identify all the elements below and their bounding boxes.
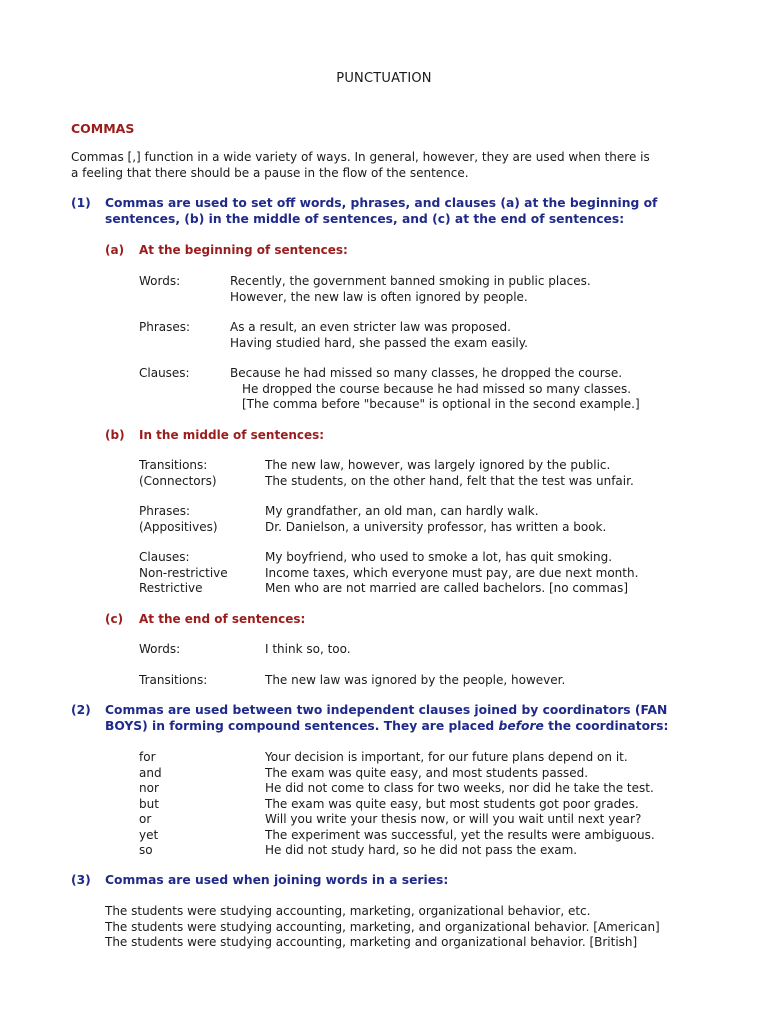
term-words: Words:: [139, 274, 181, 288]
coordinator-example: The experiment was successful, yet the results were ambiguous.: [265, 827, 655, 842]
example-line: Having studied hard, she passed the exam easily.: [230, 335, 528, 350]
example-line: Recently, the government banned smoking in public places.: [230, 274, 591, 288]
coordinator-example: Your decision is important, for our future plans depend on it.: [265, 750, 628, 764]
coordinator-word: and: [139, 765, 162, 780]
intro-line: a feeling that there should be a pause in the flow of the sentence.: [71, 165, 469, 180]
coordinator-example: Will you write your thesis now, or will you wait until next year?: [265, 812, 642, 826]
example-line: Because he had missed so many classes, he dropped the course.: [230, 366, 623, 380]
rule-2-line: Commas are used between two independent clauses joined by coordinators (FAN: [105, 703, 668, 717]
example-appositives: [265, 504, 606, 535]
page-title: PUNCTUATION: [336, 71, 432, 86]
sub-b-heading: In the middle of sentences:: [139, 428, 325, 442]
section-heading-commas: COMMAS: [71, 121, 135, 136]
term-transitions-end: Transitions:: [139, 673, 208, 687]
term-phrases: Phrases:: [139, 320, 191, 334]
example-note: [The comma before "because" is optional in the second example.]: [242, 397, 640, 411]
series-example: The students were studying accounting, marketing and organizational behavior. [British]: [105, 935, 638, 949]
coordinator-word: nor: [139, 781, 159, 795]
term-line: Transitions:: [139, 458, 208, 472]
example-words: [230, 274, 591, 305]
rule-3-number: (3): [71, 873, 91, 887]
example-line: The new law, however, was largely ignored by the public.: [265, 458, 611, 472]
coordinator-word: or: [139, 812, 152, 826]
coordinator-example: The exam was quite easy, and most students passed.: [265, 765, 589, 780]
example-clauses: [230, 366, 640, 413]
rule-2-text-pre: BOYS) in forming compound sentences. They are placed: [105, 718, 499, 733]
example-line: My grandfather, an old man, can hardly walk.: [265, 504, 539, 518]
term-line: Phrases:: [139, 504, 191, 518]
coordinator-word: so: [139, 843, 153, 857]
coordinator-example: He did not study hard, so he did not pass the exam.: [265, 843, 578, 857]
example-line: Dr. Danielson, a university professor, has written a book.: [265, 519, 607, 534]
example-line: However, the new law is often ignored by people.: [230, 289, 528, 304]
sub-a-heading: At the beginning of sentences:: [139, 243, 348, 257]
intro-paragraph: [71, 150, 650, 181]
term-words-end: Words:: [139, 642, 181, 656]
sub-b-label: (b): [105, 428, 125, 442]
example-words-end: I think so, too.: [265, 642, 351, 656]
series-example: The students were studying accounting, marketing, organizational behavior, etc.: [105, 904, 591, 918]
term-transitions: [139, 458, 217, 489]
example-phrases: [230, 320, 528, 351]
coordinator-word: yet: [139, 827, 159, 842]
rule-2-number: (2): [71, 703, 91, 717]
sub-a-label: (a): [105, 243, 125, 257]
term-clauses-middle: [139, 550, 228, 597]
rule-2-emphasis: before: [498, 718, 544, 733]
intro-line: Commas [,] function in a wide variety of ways. In general, however, they are used when there is: [71, 150, 650, 164]
coordinator-word: but: [139, 796, 159, 811]
rule-1-line: Commas are used to set off words, phrases, and clauses (a) at the beginning of: [105, 196, 658, 210]
term-line: (Connectors): [139, 473, 217, 488]
rule-1-line: sentences, (b) in the middle of sentences, and (c) at the end of sentences:: [105, 211, 625, 226]
coordinator-examples: [265, 750, 655, 859]
example-line: My boyfriend, who used to smoke a lot, has quit smoking.: [265, 550, 613, 564]
coordinator-word: for: [139, 750, 156, 764]
example-transitions-end: The new law was ignored by the people, however.: [265, 673, 566, 687]
rule-2-text: [105, 703, 668, 734]
term-line: Restrictive: [139, 581, 203, 595]
rule-2-line: [105, 719, 668, 735]
rule-1-text: [105, 196, 657, 227]
example-line: As a result, an even stricter law was proposed.: [230, 320, 511, 334]
coordinator-example: He did not come to class for two weeks, nor did he take the test.: [265, 781, 654, 795]
sub-c-label: (c): [105, 612, 124, 626]
series-example: The students were studying accounting, marketing, and organizational behavior. [American]: [105, 919, 660, 934]
example-line: Income taxes, which everyone must pay, are due next month.: [265, 565, 639, 580]
example-line: He dropped the course because he had missed so many classes.: [242, 381, 632, 396]
rule-1-number: (1): [71, 196, 91, 210]
example-line: Men who are not married are called bachelors. [no commas]: [265, 581, 629, 595]
example-clauses-middle: [265, 550, 638, 597]
term-line: (Appositives): [139, 519, 218, 534]
sub-c-heading: At the end of sentences:: [139, 612, 306, 626]
coordinator-words: [139, 750, 162, 859]
term-appositives: [139, 504, 218, 535]
example-transitions: [265, 458, 634, 489]
rule-3-text: Commas are used when joining words in a series:: [105, 873, 449, 887]
term-line: Non-restrictive: [139, 565, 228, 580]
term-line: Clauses:: [139, 550, 190, 564]
series-examples: [105, 904, 660, 951]
coordinator-example: The exam was quite easy, but most students got poor grades.: [265, 796, 639, 811]
rule-2-text-post: the coordinators:: [543, 718, 669, 733]
term-clauses: Clauses:: [139, 366, 190, 380]
example-line: The students, on the other hand, felt that the test was unfair.: [265, 473, 634, 488]
